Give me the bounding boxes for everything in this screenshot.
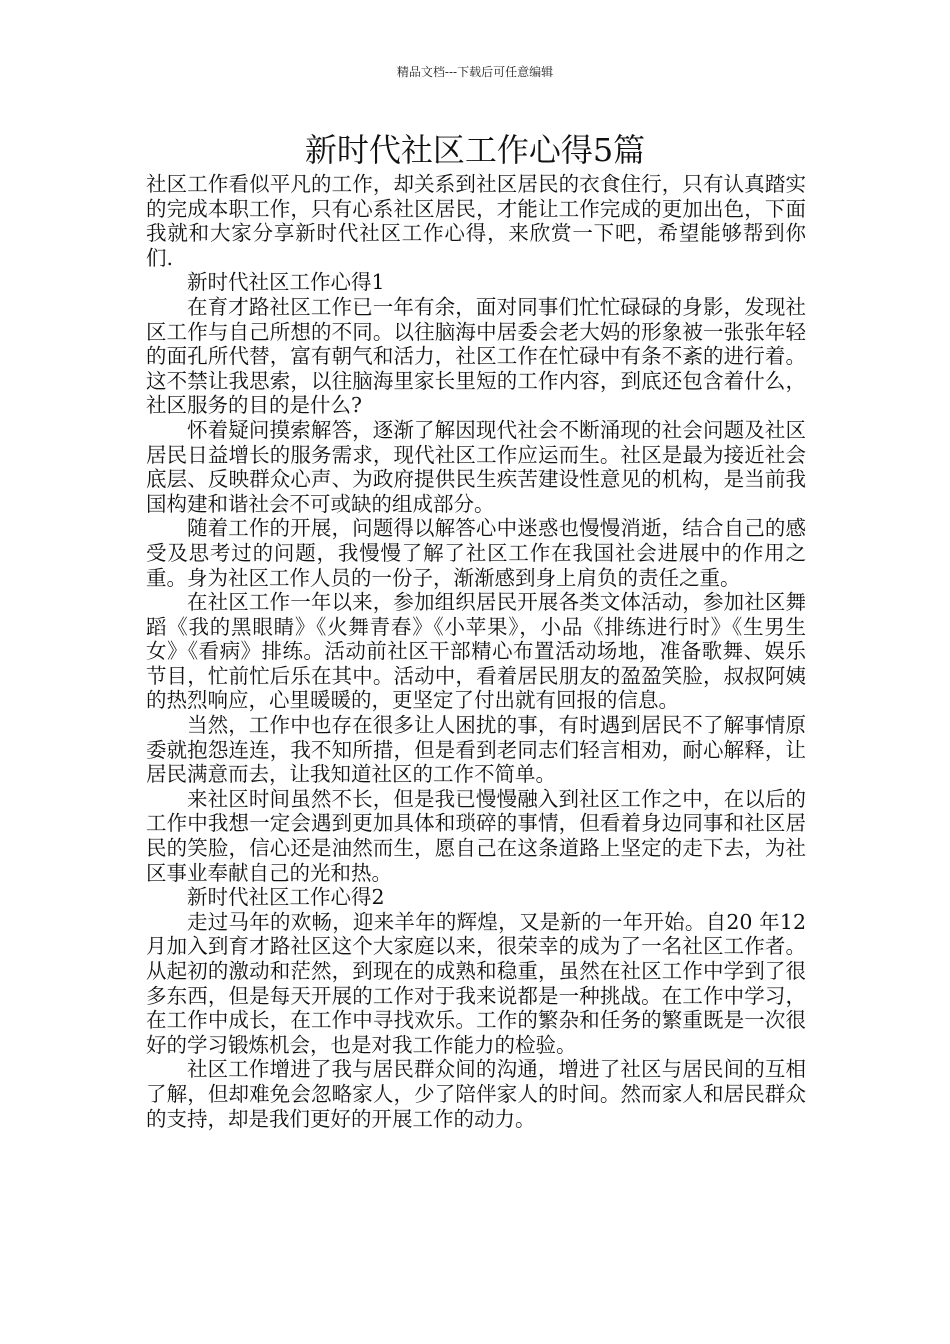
body-paragraph: 来社区时间虽然不长，但是我已慢慢融入到社区工作之中，在以后的工作中我想一定会遇到更加具体和琐碎的事情，但看着身边同事和社区居民的笑脸，信心还是油然而生，愿自己在这条道路上坚定的走下去，为社区事业奉献自己的光和热。 <box>146 786 806 885</box>
body-paragraph: 怀着疑问摸索解答，逐渐了解因现代社会不断涌现的社会问题及社区居民日益增长的服务需求，现代社区工作应运而生。社区是最为接近社会底层、反映群众心声、为政府提供民生疾苦建设性意见的机构，是当前我国构建和谐社会不可或缺的组成部分。 <box>146 417 806 516</box>
body-paragraph: 在育才路社区工作已一年有余，面对同事们忙忙碌碌的身影，发现社区工作与自己所想的不同。以往脑海中居委会老大妈的形象被一张张年轻的面孔所代替，富有朝气和活力，社区工作在忙碌中有条不紊的进行着。这不禁让我思索，以往脑海里家长里短的工作内容，到底还包含着什么，社区服务的目的是什么? <box>146 294 806 418</box>
body-paragraph: 走过马年的欢畅，迎来羊年的辉煌，又是新的一年开始。自20 年12月加入到育才路社区这个大家庭以来，很荣幸的成为了一名社区工作者。从起初的激动和茫然，到现在的成熟和稳重，虽然在社区工作中学到了很多东西，但是每天开展的工作对于我来说都是一种挑战。在工作中学习，在工作中成长，在工作中寻找欢乐。工作的繁杂和任务的繁重既是一次很好的学习锻炼机会，也是对我工作能力的检验。 <box>146 909 806 1057</box>
body-paragraph: 社区工作增进了我与居民群众间的沟通，增进了社区与居民间的互相了解，但却难免会忽略家人，少了陪伴家人的时间。然而家人和居民群众的支持，却是我们更好的开展工作的动力。 <box>146 1057 806 1131</box>
document-title: 新时代社区工作心得5篇 <box>304 131 646 169</box>
body-paragraph: 当然，工作中也存在很多让人困扰的事，有时遇到居民不了解事情原委就抱怨连连，我不知所措，但是看到老同志们轻言相劝，耐心解释，让居民满意而去，让我知道社区的工作不简单。 <box>146 713 806 787</box>
body-paragraph: 随着工作的开展，问题得以解答心中迷惑也慢慢消逝，结合自己的感受及思考过的问题，我慢慢了解了社区工作在我国社会进展中的作用之重。身为社区工作人员的一份子，渐渐感到身上肩负的责任之重。 <box>146 516 806 590</box>
body-paragraph: 在社区工作一年以来，参加组织居民开展各类文体活动，参加社区舞蹈《我的黑眼睛》《火舞青春》《小苹果》，小品《排练进行时》《生男生女》《看病》排练。活动前社区干部精心布置活动场地，准备歌舞、娱乐节目，忙前忙后乐在其中。活动中，看着居民朋友的盈盈笑脸，叔叔阿姨的热烈响应，心里暖暖的，更坚定了付出就有回报的信息。 <box>146 590 806 713</box>
intro-paragraph: 社区工作看似平凡的工作，却关系到社区居民的衣食住行，只有认真踏实的完成本职工作，只有心系社区居民，才能让工作完成的更加出色，下面我就和大家分享新时代社区工作心得，来欣赏一下吧，希望能够帮到你们. <box>146 172 806 270</box>
section-heading-2: 新时代社区工作心得2 <box>187 885 385 910</box>
page-header-note: 精品文档---下载后可任意编辑 <box>396 65 554 79</box>
document-body <box>146 172 806 1131</box>
section-heading-1: 新时代社区工作心得1 <box>187 270 385 295</box>
